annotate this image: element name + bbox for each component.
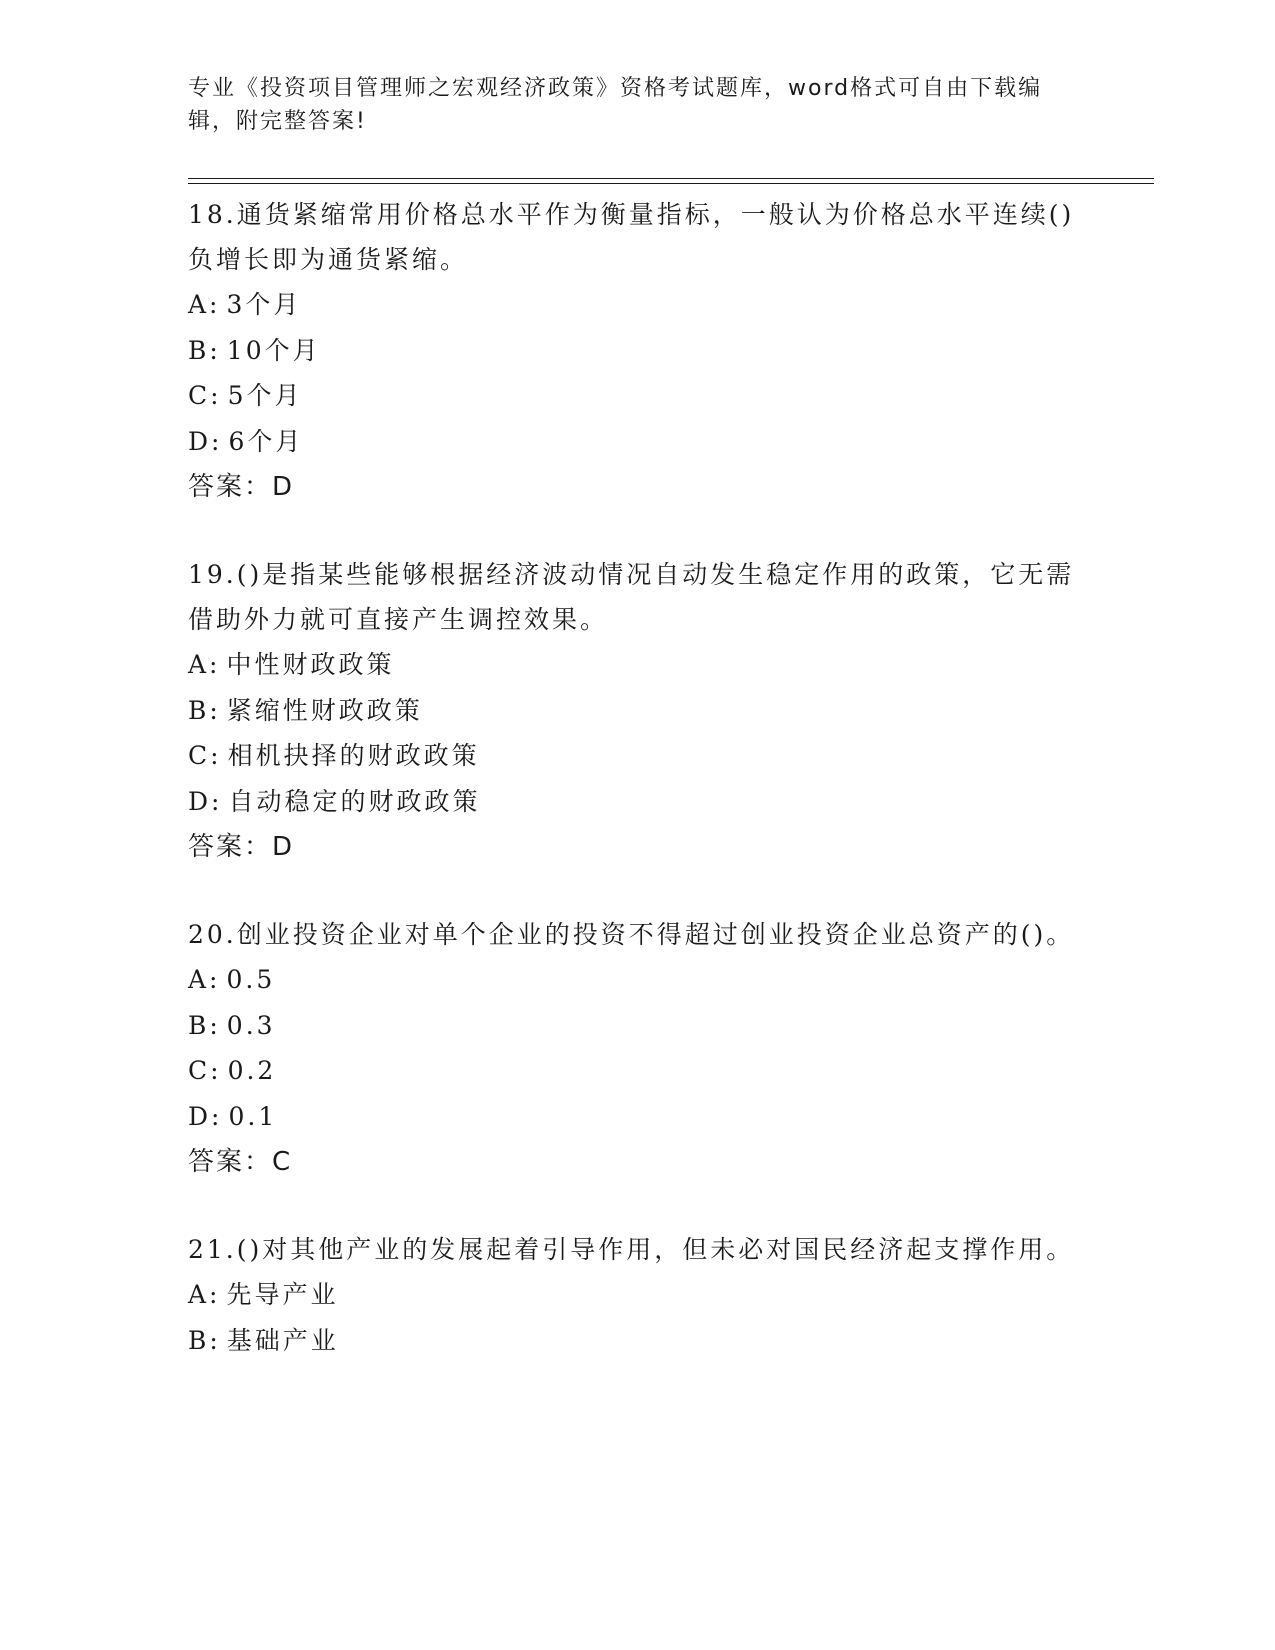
- option-b: [188, 1318, 1088, 1364]
- option-letter: A:: [188, 290, 221, 319]
- option-c: [188, 373, 1088, 419]
- option-text: 紧缩性财政政策: [226, 695, 423, 725]
- question-number: 19.: [188, 560, 237, 589]
- question-list: [188, 192, 1088, 1405]
- question-number: 18.: [188, 200, 237, 229]
- option-letter: D:: [188, 786, 223, 816]
- answer-line: [188, 1139, 1088, 1185]
- option-letter: A:: [188, 1280, 221, 1309]
- question-body: 创业投资企业对单个企业的投资不得超过创业投资企业总资产的()。: [236, 920, 1075, 949]
- option-a: [188, 1272, 1088, 1318]
- option-letter: B:: [188, 695, 221, 725]
- question-number: 20.: [188, 920, 237, 949]
- option-d: [188, 419, 1088, 465]
- option-d: [188, 1094, 1088, 1140]
- option-text: 6个月: [228, 426, 304, 456]
- question-item: [188, 192, 1088, 510]
- header-divider-bottom: [188, 183, 1154, 184]
- answer-line: [188, 824, 1088, 870]
- question-number: 21.: [188, 1235, 237, 1264]
- question-body: ()是指某些能够根据经济波动情况自动发生稳定作用的政策，它无需借助外力就可直接产生调控效果。: [188, 560, 1075, 634]
- option-b: [188, 328, 1088, 374]
- question-item: [188, 1227, 1088, 1363]
- option-text: 0.3: [226, 1010, 276, 1040]
- question-text: [188, 912, 1078, 957]
- option-letter: D:: [188, 426, 223, 456]
- document-header: 专业《投资项目管理师之宏观经济政策》资格考试题库，word格式可自由下载编辑，附完整答案!: [188, 76, 1043, 134]
- option-text: 基础产业: [226, 1325, 339, 1355]
- option-letter: B:: [188, 1010, 221, 1040]
- option-letter: A:: [188, 965, 221, 994]
- option-d: [188, 779, 1088, 825]
- question-item: [188, 912, 1088, 1185]
- answer-value: D: [272, 832, 295, 862]
- question-text: [188, 552, 1078, 642]
- option-a: [188, 642, 1088, 688]
- option-letter: D:: [188, 1101, 223, 1131]
- question-text: [188, 192, 1078, 282]
- option-text: 先导产业: [226, 1280, 339, 1309]
- option-c: [188, 1048, 1088, 1094]
- option-letter: B:: [188, 335, 221, 365]
- answer-label: 答案：: [188, 832, 273, 862]
- answer-label: 答案：: [188, 472, 273, 502]
- option-text: 5个月: [227, 381, 303, 410]
- option-letter: C:: [188, 1056, 222, 1085]
- option-text: 0.1: [228, 1101, 278, 1131]
- option-letter: C:: [188, 381, 222, 410]
- option-letter: B:: [188, 1325, 221, 1355]
- question-body: 通货紧缩常用价格总水平作为衡量指标，一般认为价格总水平连续()负增长即为通货紧缩。: [188, 200, 1075, 274]
- option-c: [188, 733, 1088, 779]
- option-text: 0.5: [226, 965, 276, 994]
- question-text: [188, 1227, 1078, 1272]
- question-body: ()对其他产业的发展起着引导作用，但未必对国民经济起支撑作用。: [236, 1235, 1075, 1264]
- answer-value: D: [272, 472, 295, 502]
- option-a: [188, 282, 1088, 328]
- answer-value: C: [272, 1147, 293, 1177]
- option-text: 自动稳定的财政政策: [228, 786, 481, 816]
- answer-line: [188, 464, 1088, 510]
- option-text: 相机抉择的财政政策: [227, 741, 480, 770]
- option-b: [188, 1003, 1088, 1049]
- option-b: [188, 688, 1088, 734]
- option-letter: A:: [188, 650, 221, 679]
- option-text: 10个月: [226, 335, 321, 365]
- option-letter: C:: [188, 741, 222, 770]
- option-text: 0.2: [227, 1056, 277, 1085]
- option-text: 3个月: [226, 290, 302, 319]
- option-a: [188, 957, 1088, 1003]
- question-item: [188, 552, 1088, 870]
- header-divider-top: [188, 178, 1154, 179]
- option-text: 中性财政政策: [226, 650, 395, 679]
- answer-label: 答案：: [188, 1147, 273, 1177]
